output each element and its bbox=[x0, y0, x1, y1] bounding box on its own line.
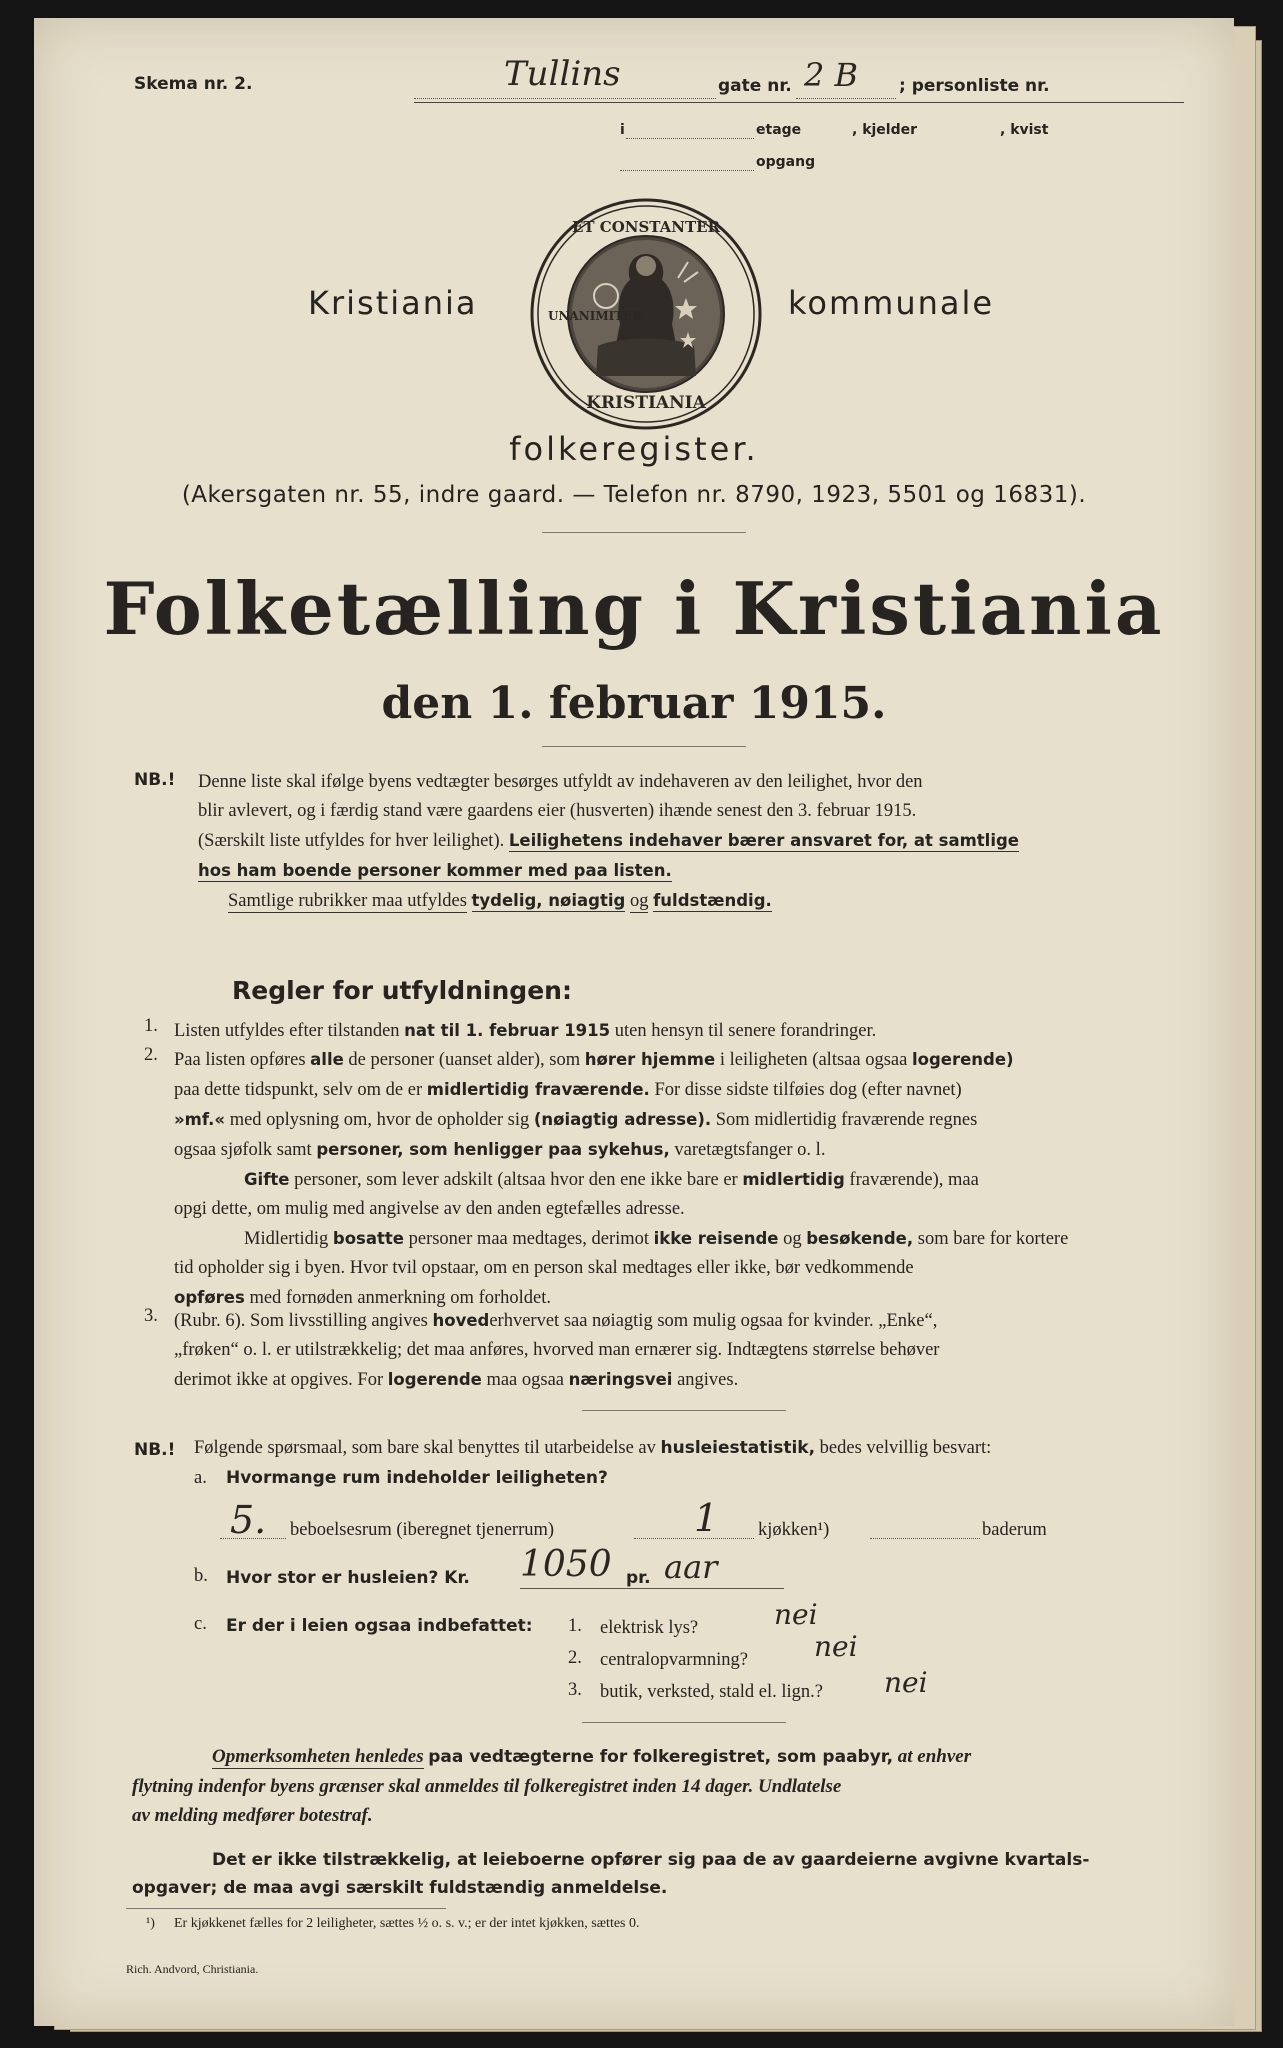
r2-l3-b: med oplysning om, hvor de opholder sig bbox=[229, 1110, 530, 1130]
svg-text:KRISTIANIA: KRISTIANIA bbox=[586, 393, 706, 413]
rule-3-line-2: „frøken“ o. l. er utilstrækkelig; det maa anføres, hvorved man ernærer sig. Indtægtens størrelse behøver bbox=[174, 1340, 940, 1360]
question-a-letter: a. bbox=[194, 1468, 207, 1488]
nb2-intro-a: Følgende spørsmaal, som bare skal benyttes til utarbeidelse av bbox=[194, 1438, 656, 1458]
register-line: folkeregister. bbox=[509, 430, 759, 468]
personliste-label: ; personliste nr. bbox=[899, 76, 1050, 96]
opgang-dotted-line bbox=[620, 170, 754, 171]
gate-number-handwritten: 2 B bbox=[804, 56, 859, 94]
rule-3-line-3 bbox=[174, 1365, 1184, 1395]
r2-l3-a: »mf.« bbox=[174, 1110, 226, 1129]
nb2-intro-b: husleiestatistik, bbox=[660, 1438, 816, 1458]
r2-l7-e: og bbox=[783, 1229, 802, 1249]
kjelder-label: , kjelder bbox=[852, 122, 918, 138]
r2-l9-b: med fornøden anmerkning om forholdet. bbox=[249, 1288, 552, 1308]
nb1-line-3-bold: Leilighetens indehaver bærer ansvaret for, at samtlige bbox=[508, 831, 1019, 850]
divider-1 bbox=[542, 532, 746, 533]
rule-2-line-3 bbox=[174, 1105, 1184, 1135]
rule-1-line bbox=[174, 1016, 1184, 1046]
r3-l1-b: hoved bbox=[432, 1311, 490, 1330]
nb1-line-3 bbox=[198, 826, 1184, 856]
r2-l4-a: ogsaa sjøfolk samt bbox=[174, 1140, 312, 1160]
r2-l4-b: personer, som henligger paa sykehus, bbox=[316, 1140, 670, 1159]
rent-period-handwritten: aar bbox=[664, 1548, 718, 1586]
rent-per-label: pr. bbox=[626, 1568, 651, 1588]
bath-dotted-line bbox=[870, 1538, 980, 1539]
r2-l7-f: besøkende, bbox=[806, 1229, 914, 1248]
rule-1-part-b: nat til 1. februar 1915 bbox=[404, 1021, 611, 1040]
r3-l1-c: erhvervet saa nøiagtig som mulig ogsaa for kvinder. „Enke“, bbox=[489, 1311, 938, 1331]
etage-label: etage bbox=[756, 122, 802, 138]
c2-label: centralopvarmning? bbox=[600, 1650, 748, 1670]
c3-label: butik, verksted, stald el. lign.? bbox=[600, 1682, 823, 1702]
nb1-line-5-bold-2: fuldstændig. bbox=[653, 891, 772, 910]
r2-l1-b: alle bbox=[310, 1050, 344, 1069]
notice-line-1 bbox=[132, 1742, 1184, 1772]
r3-l3-d: næringsvei bbox=[568, 1370, 673, 1389]
nb1-line-4-bold: hos ham boende personer kommer med paa listen. bbox=[198, 861, 672, 880]
opgang-label: opgang bbox=[756, 154, 816, 170]
r3-l3-e: angives. bbox=[677, 1370, 739, 1390]
rule-1-number: 1. bbox=[144, 1016, 158, 1036]
rule-3-text bbox=[174, 1306, 1184, 1395]
rooms-dotted-line bbox=[220, 1538, 286, 1539]
r2-l1-d: hører hjemme bbox=[584, 1050, 716, 1069]
r2-l7-b: bosatte bbox=[332, 1229, 404, 1248]
rooms-label: beboelsesrum (iberegnet tjenerrum) bbox=[290, 1520, 555, 1540]
c3-answer-handwritten: nei bbox=[884, 1666, 928, 1699]
kvist-label: , kvist bbox=[1000, 122, 1049, 138]
form-title: Folketælling i Kristiania bbox=[103, 566, 1165, 651]
nb1-line-5 bbox=[198, 886, 1184, 916]
svg-text:ET CONSTANTER: ET CONSTANTER bbox=[571, 218, 721, 236]
r2-l1-f: logerende) bbox=[911, 1050, 1014, 1069]
rent-handwritten: 1050 bbox=[520, 1544, 612, 1585]
c1-number: 1. bbox=[568, 1616, 582, 1636]
r2-l3-c: (nøiagtig adresse). bbox=[533, 1110, 712, 1129]
rooms-count-handwritten: 5. bbox=[230, 1498, 267, 1542]
r2-l5-c: midlertidig bbox=[742, 1170, 845, 1189]
gate-label: gate nr. bbox=[718, 76, 792, 96]
question-c: Er der i leien ogsaa indbefattet: bbox=[226, 1616, 533, 1636]
kristiania-word: Kristiania bbox=[308, 284, 478, 322]
r2-l5-a: Gifte bbox=[244, 1170, 290, 1189]
street-name-handwritten: Tullins bbox=[504, 54, 621, 94]
r2-l2-a: paa dette tidspunkt, selv om de er bbox=[174, 1080, 423, 1100]
footnote-rule bbox=[126, 1908, 446, 1909]
etage-dotted-line bbox=[626, 138, 754, 139]
r3-l3-a: derimot ikke at opgives. For bbox=[174, 1370, 384, 1390]
gate-dotted-line bbox=[796, 98, 896, 99]
r2-l7-d: ikke reisende bbox=[653, 1229, 779, 1248]
question-c-letter: c. bbox=[194, 1614, 207, 1634]
nb1-line-1: Denne liste skal ifølge byens vedtægter besørges utfyldt av indehaveren av den leilighet, hvor den bbox=[198, 772, 923, 792]
notice-paragraph-1 bbox=[132, 1742, 1184, 1830]
r2-l1-e: i leiligheten (altsaa ogsaa bbox=[719, 1050, 908, 1070]
c1-label: elektrisk lys? bbox=[600, 1618, 699, 1638]
office-address: (Akersgaten nr. 55, indre gaard. — Telefon nr. 8790, 1923, 5501 og 16831). bbox=[181, 482, 1087, 508]
notice-p2-line-2: opgaver; de maa avgi særskilt fuldstændig anmeldelse. bbox=[132, 1878, 668, 1898]
nb1-line-4 bbox=[198, 856, 1184, 886]
nb-label-1: NB.! bbox=[134, 770, 176, 790]
r2-l9-a: opføres bbox=[174, 1288, 245, 1307]
question-a: Hvormange rum indeholder leiligheten? bbox=[226, 1468, 608, 1488]
svg-text:UNANIMITER: UNANIMITER bbox=[548, 309, 643, 323]
notice-line-2: flytning indenfor byens grænser skal anmeldes til folkeregistret inden 14 dager. Undlatelse bbox=[132, 1776, 842, 1797]
notice-bold: paa vedtægterne for folkeregistret, som paabyr, bbox=[428, 1747, 894, 1767]
notice-p2-line-1: Det er ikke tilstrækkelig, at leieboerne opfører sig paa de av gaardeierne avgivne kvartals- bbox=[212, 1850, 1090, 1870]
c1-answer-handwritten: nei bbox=[774, 1598, 818, 1631]
rule-1-text bbox=[174, 1016, 1184, 1046]
header-rule bbox=[414, 102, 1184, 103]
rules-heading: Regler for utfyldningen: bbox=[232, 976, 572, 1005]
r2-l2-c: For disse sidste tilføies dog (efter navnet) bbox=[654, 1080, 962, 1100]
rule-2-line-1 bbox=[174, 1045, 1184, 1075]
notice-italic-1: at enhver bbox=[897, 1746, 972, 1767]
nb1-line-3-plain: (Særskilt liste utfyldes for hver leilighet). bbox=[198, 831, 505, 851]
footnote-text: Er kjøkkenet fælles for 2 leiligheter, sættes ½ o. s. v.; er der intet kjøkken, sættes 0. bbox=[174, 1916, 640, 1931]
r3-l1-a: (Rubr. 6). Som livsstilling angives bbox=[174, 1311, 428, 1331]
divider-2 bbox=[542, 746, 746, 747]
r2-l1-a: Paa listen opføres bbox=[174, 1050, 306, 1070]
r2-l3-d: Som midlertidig fraværende regnes bbox=[715, 1110, 978, 1130]
kristiania-seal-stamp bbox=[528, 196, 764, 432]
question-b-letter: b. bbox=[194, 1566, 208, 1586]
census-form-page bbox=[34, 18, 1234, 2026]
rule-2-line-2 bbox=[174, 1075, 1184, 1105]
rule-2-text bbox=[174, 1045, 1184, 1313]
rule-2-number: 2. bbox=[144, 1045, 158, 1065]
floor-prefix: i bbox=[620, 122, 625, 138]
nb1-text bbox=[198, 768, 1184, 916]
bath-label: baderum bbox=[982, 1520, 1047, 1540]
r2-l5-b: personer, som lever adskilt (altsaa hvor den ene ikke bare er bbox=[294, 1170, 738, 1190]
rule-2-line-4 bbox=[174, 1135, 1184, 1165]
rule-2-line-7 bbox=[174, 1224, 1184, 1254]
nb1-line-2: blir avlevert, og i færdig stand være gaardens eier (husverten) ihænde senest den 3. februar 1915. bbox=[198, 801, 917, 821]
nb1-line-5-bold-1: tydelig, nøiagtig bbox=[471, 891, 626, 910]
c3-number: 3. bbox=[568, 1680, 582, 1700]
rule-1-part-c: uten hensyn til senere forandringer. bbox=[614, 1021, 877, 1041]
c2-number: 2. bbox=[568, 1648, 582, 1668]
r2-l2-b: midlertidig fraværende. bbox=[426, 1080, 650, 1099]
nb1-line-5-og: og bbox=[629, 891, 649, 911]
nb-label-2: NB.! bbox=[134, 1440, 176, 1460]
kitchen-count-handwritten: 1 bbox=[694, 1496, 719, 1540]
r2-l7-a: Midlertidig bbox=[244, 1229, 329, 1249]
r2-l5-d: fraværende), maa bbox=[849, 1170, 979, 1190]
nb1-line-5-plain: Samtlige rubrikker maa utfyldes bbox=[228, 891, 467, 911]
rent-underline bbox=[520, 1588, 784, 1589]
r3-l3-b: logerende bbox=[387, 1370, 482, 1389]
r3-l3-c: maa ogsaa bbox=[486, 1370, 565, 1390]
rule-2-line-8: tid opholder sig i byen. Hvor tvil opstaar, om en person skal medtages eller ikke, bør vedkommende bbox=[174, 1258, 914, 1278]
notice-paragraph-2 bbox=[132, 1846, 1184, 1902]
form-date: den 1. februar 1915. bbox=[381, 678, 887, 729]
divider-3 bbox=[582, 1410, 786, 1411]
rule-3-number: 3. bbox=[144, 1306, 158, 1326]
kitchen-label: kjøkken¹) bbox=[758, 1520, 830, 1540]
street-dotted-line bbox=[414, 98, 716, 99]
r2-l4-c: varetægtsfanger o. l. bbox=[674, 1140, 826, 1160]
notice-line-3: av melding medfører botestraf. bbox=[132, 1805, 373, 1826]
nb2-intro bbox=[194, 1438, 1184, 1459]
rule-1-part-a: Listen utfyldes efter tilstanden bbox=[174, 1021, 400, 1041]
divider-4 bbox=[582, 1722, 786, 1723]
question-b: Hvor stor er husleien? Kr. bbox=[226, 1568, 470, 1588]
rule-3-line-1 bbox=[174, 1306, 1184, 1336]
rule-2-line-5 bbox=[174, 1165, 1184, 1195]
printer-imprint: Rich. Andvord, Christiania. bbox=[126, 1962, 259, 1976]
r2-l1-c: de personer (uanset alder), som bbox=[348, 1050, 581, 1070]
kitchen-dotted-line bbox=[634, 1538, 754, 1539]
schema-number: Skema nr. 2. bbox=[134, 74, 253, 94]
kommunale-word: kommunale bbox=[788, 284, 995, 322]
c2-answer-handwritten: nei bbox=[814, 1630, 858, 1663]
footnote-mark: ¹) bbox=[146, 1916, 155, 1931]
r2-l7-g: som bare for kortere bbox=[917, 1229, 1069, 1249]
r2-l7-c: personer maa medtages, derimot bbox=[408, 1229, 650, 1249]
notice-emphasis: Opmerksomheten henledes bbox=[212, 1746, 424, 1767]
rule-2-line-6: opgi dette, om mulig med angivelse av den anden egtefælles adresse. bbox=[174, 1199, 685, 1219]
nb2-intro-c: bedes velvillig besvart: bbox=[819, 1438, 992, 1458]
